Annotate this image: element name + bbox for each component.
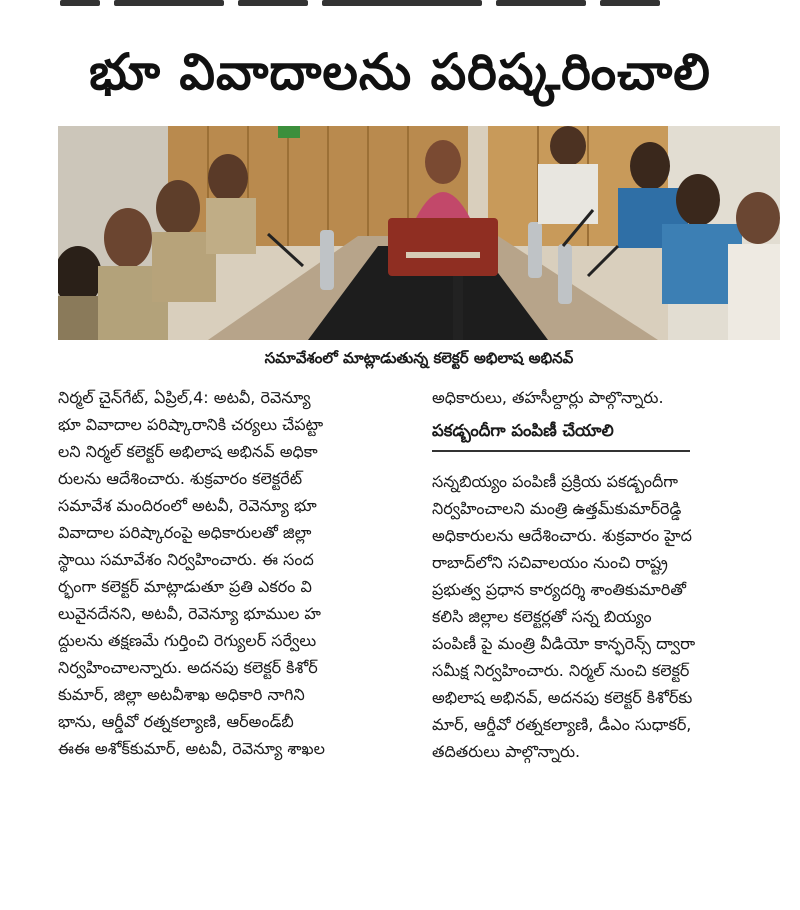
body-line: ప్రభుత్వ ప్రధాన కార్యదర్శి శాంతికుమారితో — [432, 580, 686, 599]
body-line: స్థాయి సమావేశం నిర్వహించారు. ఈ సంద — [58, 550, 314, 569]
body-line: నిర్మల్ చైన్‌గేట్, ఏప్రిల్,4: అటవీ, రెవెన్యూ — [58, 388, 311, 407]
body-line: నిర్వహించాలని మంత్రి ఉత్తమ్‌కుమార్‌రెడ్డి — [432, 499, 682, 518]
body-line: పంపిణీ పై మంత్రి వీడియో కాన్ఫరెన్స్ ద్వారా — [432, 634, 696, 653]
photo-caption: సమావేశంలో మాట్లాడుతున్న కలెక్టర్ అభిలాష అభినవ్ — [264, 349, 574, 367]
body-line: మార్, ఆర్డీవో రత్నకల్యాణి, డీఎం సుధాకర్, — [432, 715, 692, 734]
body-line: సమావేశ మందిరంలో అటవీ, రెవెన్యూ భూ — [58, 496, 317, 515]
body-line: ఈఈ అశోక్‌కుమార్, అటవీ, రెవెన్యూ శాఖల — [58, 739, 325, 758]
body-line: రులను ఆదేశించారు. శుక్రవారం కలెక్టరేట్ — [58, 469, 303, 488]
body-line: సమీక్ష నిర్వహించారు. నిర్మల్ నుంచి కలెక్టర్ — [432, 661, 690, 680]
body-line: భాను, ఆర్డీవో రత్నకల్యాణి, ఆర్అండ్‌బీ — [58, 712, 294, 731]
body-line: వివాదాల పరిష్కారంపై అధికారులతో జిల్లా — [58, 523, 312, 542]
body-line: ద్దులను తక్షణమే గుర్తించి రెగ్యులర్ సర్వేలు — [58, 631, 317, 650]
body-line: ర్భంగా కలెక్టర్ మాట్లాడుతూ ప్రతి ఎకరం వి — [58, 577, 312, 596]
body-line: అధికారులు, తహసీల్దార్లు పాల్గొన్నారు. — [432, 388, 664, 407]
body-line: అభిలాష అభినవ్, అదనపు కలెక్టర్ కిశోర్‌కు — [432, 688, 693, 707]
body-line: రాబాద్‌లోని సచివాలయం నుంచి రాష్ట్ర — [432, 553, 668, 572]
body-line: భూ వివాదాల పరిష్కారానికి చర్యలు చేపట్టా — [58, 415, 324, 434]
article-column-left — [58, 384, 410, 762]
article-column-right — [432, 384, 782, 765]
body-line: నిర్వహించాలన్నారు. అదనపు కలెక్టర్ కిశోర్ — [58, 658, 318, 677]
article-headline: భూ వివాదాలను పరిష్కరించాలి — [89, 43, 711, 101]
body-line: కుమార్, జిల్లా అటవీశాఖ అధికారి నాగిని — [58, 685, 305, 704]
cropped-previous-text — [60, 0, 700, 10]
body-line: తదితరులు పాల్గొన్నారు. — [432, 742, 581, 761]
meeting-photo — [58, 126, 780, 340]
body-line: లని నిర్మల్ కలెక్టర్ అభిలాష అభినవ్ అధికా — [58, 442, 318, 461]
body-line: కలిసి జిల్లాల కలెక్టర్లతో సన్న బియ్యం — [432, 607, 652, 626]
body-line: అధికారులను ఆదేశించారు. శుక్రవారం హైద — [432, 526, 692, 545]
body-line: లువైనదేనని, అటవీ, రెవెన్యూ భూముల హ — [58, 604, 321, 623]
body-line: సన్నబియ్యం పంపిణీ ప్రక్రియ పకడ్బందీగా — [432, 472, 679, 491]
section-subheading: పకడ్బందీగా పంపిణీ చేయాలి — [432, 417, 690, 452]
